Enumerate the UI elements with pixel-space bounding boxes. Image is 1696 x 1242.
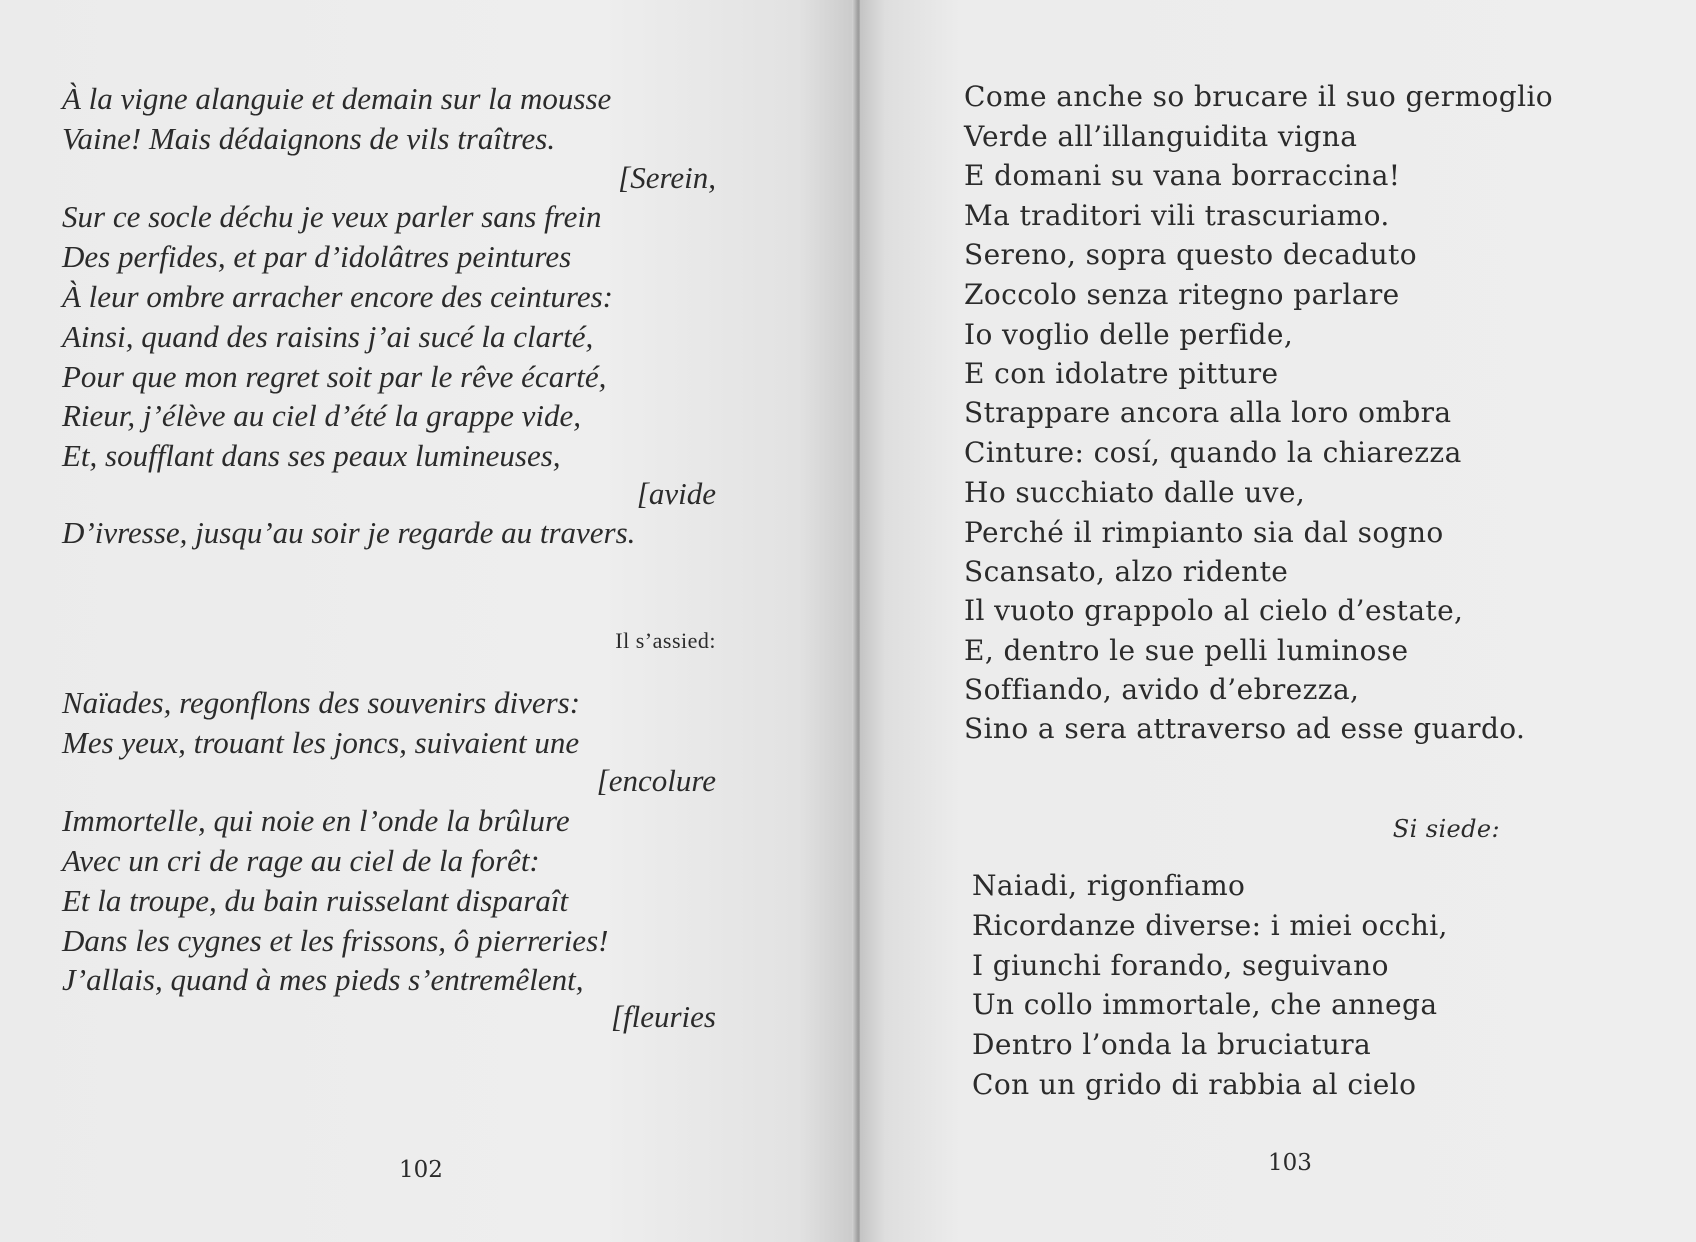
verse-line: Naiadi, rigonfiamo [972,869,1246,902]
verse-line: Et, soufflant dans ses peaux lumineuses, [62,438,561,473]
verse-line: Soffiando, avido d’ebrezza, [964,673,1360,706]
verse-line: À la vigne alanguie et demain sur la mousse [62,81,612,116]
verse-line: À leur ombre arracher encore des ceintures: [62,279,613,314]
verse-line: E con idolatre pitture [964,357,1279,390]
verse-line: Vaine! Mais dédaignons de vils traîtres. [62,121,556,156]
verse-line: Dans les cygnes et les frissons, ô pierreries! [62,923,609,958]
verse-line: Et la troupe, du bain ruisselant disparaît [62,883,569,918]
verse-line: Sereno, sopra questo decaduto [964,238,1417,271]
verse-continuation: [Serein, [618,160,716,195]
verse-line: Ma traditori vili trascuriamo. [964,199,1390,232]
page-number: 103 [1268,1150,1312,1176]
verse-line: D’ivresse, jusqu’au soir je regarde au travers. [62,515,636,550]
verse-line: Ainsi, quand des raisins j’ai sucé la clarté, [62,319,594,354]
verse-line: Pour que mon regret soit par le rêve écarté, [62,359,607,394]
verse-line: Zoccolo senza ritegno parlare [964,278,1400,311]
verse-line: Strappare ancora alla loro ombra [964,396,1452,429]
verse-line: Verde all’illanguidita vigna [964,120,1358,153]
verse-line: Come anche so brucare il suo germoglio [964,80,1554,113]
verse-line: Sur ce socle déchu je veux parler sans frein [62,199,602,234]
verse-line: Con un grido di rabbia al cielo [972,1068,1417,1101]
verse-line: Io voglio delle perfide, [964,318,1294,351]
verse-line: Rieur, j’élève au ciel d’été la grappe vide, [62,398,582,433]
verse-line: Des perfides, et par d’idolâtres peintures [62,239,572,274]
verse-line: Avec un cri de rage au ciel de la forêt: [62,843,540,878]
verse-line: Perché il rimpianto sia dal sogno [964,516,1444,549]
verse-continuation: [avide [636,476,716,511]
right-page [860,0,1696,1242]
verse-line: Mes yeux, trouant les joncs, suivaient une [62,725,580,760]
verse-line: Cinture: cosí, quando la chiarezza [964,436,1462,469]
stage-direction: Si siede: [1392,815,1500,843]
verse-line: Ricordanze diverse: i miei occhi, [972,909,1448,942]
verse-line: Immortelle, qui noie en l’onde la brûlure [62,803,570,838]
verse-line: J’allais, quand à mes pieds s’entremêlent, [62,962,584,997]
verse-line: E domani su vana borraccina! [964,159,1401,192]
verse-continuation: [encolure [596,763,716,798]
verse-line: Ho succhiato dalle uve, [964,476,1306,509]
page-number: 102 [399,1157,443,1183]
stage-direction: Il s’assied: [615,628,716,653]
verse-line: Dentro l’onda la bruciatura [972,1028,1372,1061]
verse-line: I giunchi forando, seguivano [972,949,1389,982]
verse-continuation: [fleuries [610,999,716,1034]
verse-line: Il vuoto grappolo al cielo d’estate, [964,594,1464,627]
verse-line: Sino a sera attraverso ad esse guardo. [964,712,1526,745]
verse-line: E, dentro le sue pelli luminose [964,634,1409,667]
verse-line: Un collo immortale, che annega [972,988,1438,1021]
verse-line: Scansato, alzo ridente [964,555,1289,588]
verse-line: Naïades, regonflons des souvenirs divers: [62,685,581,720]
